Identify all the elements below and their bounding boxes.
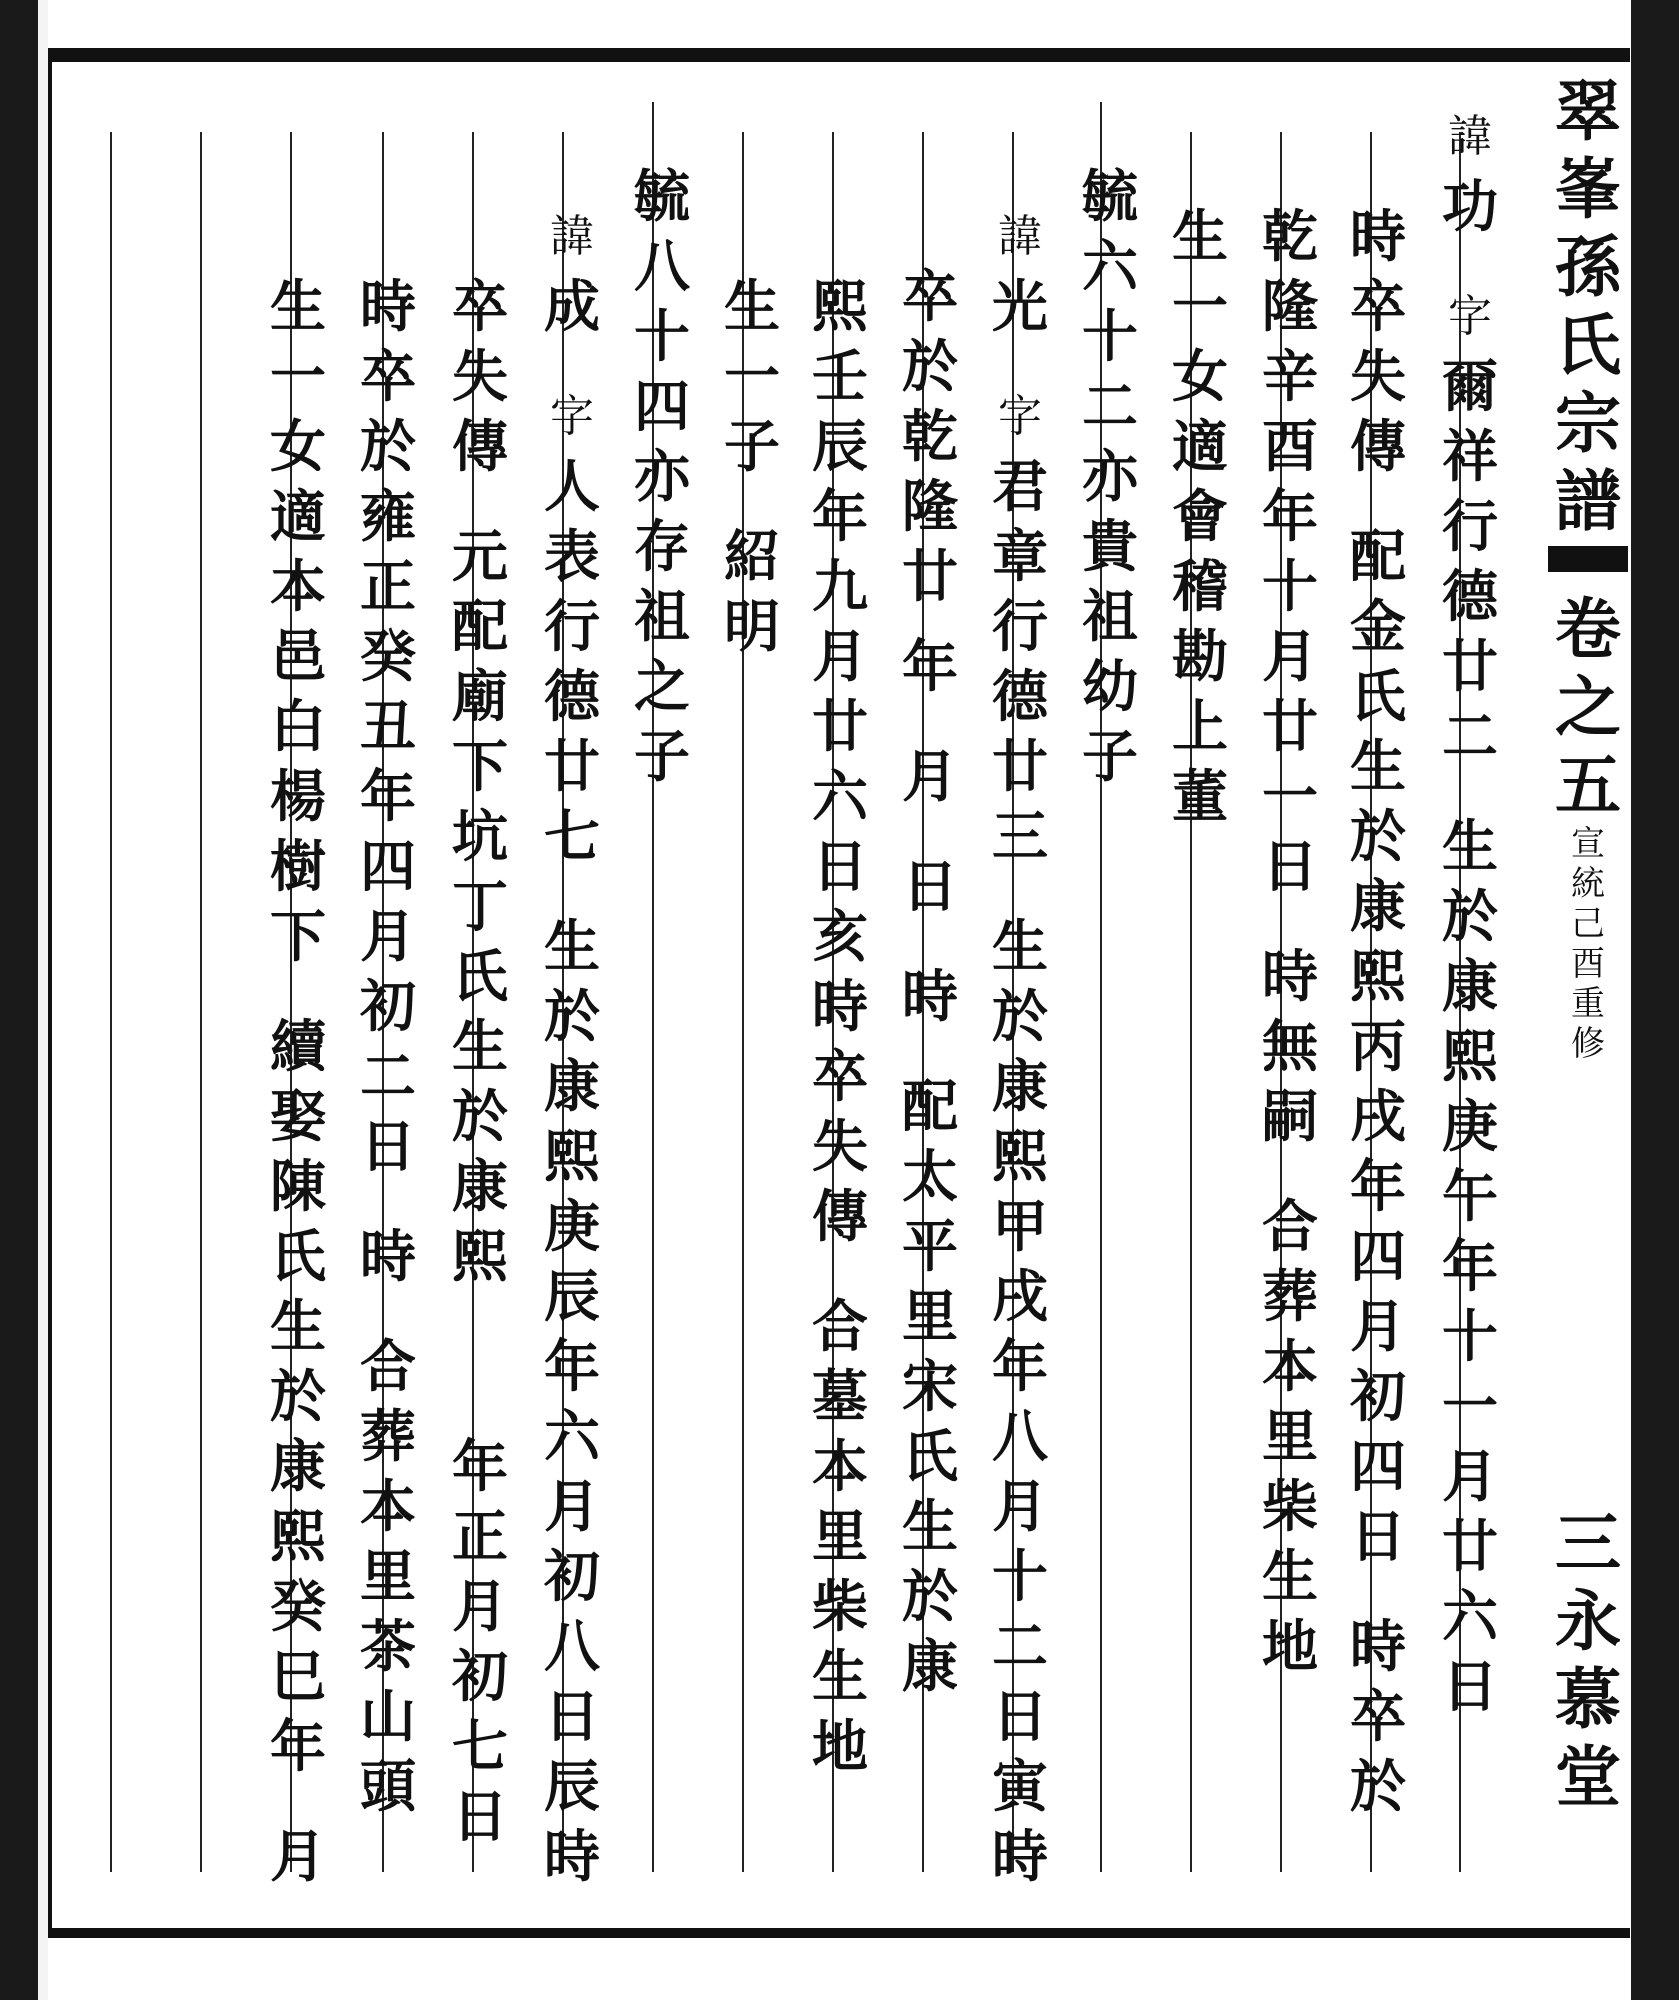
glyph: 功 xyxy=(1442,174,1498,240)
glyph: 月 xyxy=(902,744,958,810)
glyph: 地 xyxy=(1262,1614,1318,1680)
glyph: 酉 xyxy=(1262,414,1318,480)
glyph: 行 xyxy=(1442,494,1498,560)
header-glyph: 己 xyxy=(1571,904,1605,944)
text-column xyxy=(1426,102,1514,1722)
glyph: 生 xyxy=(724,274,780,340)
glyph: 亦 xyxy=(1082,444,1138,510)
glyph: 康 xyxy=(1442,954,1498,1020)
glyph: 癸 xyxy=(360,624,416,690)
glyph: 生 xyxy=(812,1644,868,1710)
glyph: 年 xyxy=(544,1334,600,1400)
glyph: 癸 xyxy=(270,1574,326,1640)
glyph: 年 xyxy=(1262,484,1318,550)
glyph: 配 xyxy=(1350,524,1406,590)
glyph: 廿 xyxy=(902,544,958,610)
glyph: 熙 xyxy=(270,1504,326,1570)
hall-name xyxy=(1548,1582,1628,1816)
volume-label xyxy=(1548,590,1628,824)
glyph: 女 xyxy=(270,414,326,480)
glyph: 失 xyxy=(812,1114,868,1180)
glyph: 月 xyxy=(360,904,416,970)
glyph: 適 xyxy=(1172,414,1228,480)
glyph: 君 xyxy=(992,454,1048,520)
glyph: 稽 xyxy=(1172,554,1228,620)
glyph: 傳 xyxy=(1350,414,1406,480)
glyph: 月 xyxy=(1442,1444,1498,1510)
text-column xyxy=(1246,102,1334,1682)
glyph: 葬 xyxy=(360,1404,416,1470)
header-glyph: 三 xyxy=(1555,1504,1621,1582)
glyph: 熙 xyxy=(1442,1024,1498,1090)
glyph: 諱 xyxy=(998,211,1042,262)
glyph: 生 xyxy=(1172,204,1228,270)
glyph: 年 xyxy=(992,1334,1048,1400)
glyph: 配 xyxy=(902,1074,958,1140)
glyph: 適 xyxy=(270,484,326,550)
glyph: 字 xyxy=(550,391,594,442)
glyph: 娶 xyxy=(270,1084,326,1150)
glyph: 廿 xyxy=(544,734,600,800)
glyph: 頭 xyxy=(360,1754,416,1820)
glyph: 本 xyxy=(1262,1334,1318,1400)
glyph: 二 xyxy=(1082,374,1138,440)
glyph: 生 xyxy=(452,1014,508,1080)
glyph: 時 xyxy=(812,974,868,1040)
glyph: 六 xyxy=(1442,1584,1498,1650)
glyph: 廿 xyxy=(1262,694,1318,760)
glyph: 年 xyxy=(902,634,958,700)
glyph: 月 xyxy=(1350,1294,1406,1360)
glyph: 甲 xyxy=(992,1194,1048,1260)
glyph: 八 xyxy=(634,234,690,300)
text-column xyxy=(1334,102,1422,1822)
glyph: 成 xyxy=(544,274,600,340)
glyph: 丑 xyxy=(360,694,416,760)
glyph: 里 xyxy=(1262,1404,1318,1470)
glyph: 日 xyxy=(1262,834,1318,900)
glyph: 二 xyxy=(1442,704,1498,770)
glyph: 墓 xyxy=(812,1364,868,1430)
glyph: 表 xyxy=(544,524,600,590)
glyph: 十 xyxy=(992,1544,1048,1610)
glyph: 失 xyxy=(1350,344,1406,410)
glyph: 辛 xyxy=(1262,344,1318,410)
text-column xyxy=(1066,102,1154,792)
glyph: 宋 xyxy=(902,1354,958,1420)
page-header xyxy=(1548,72,1628,1942)
glyph: 卒 xyxy=(902,264,958,330)
text-column xyxy=(796,102,884,1782)
glyph: 日 xyxy=(992,1684,1048,1750)
header-glyph: 氏 xyxy=(1555,306,1621,384)
glyph: 辰 xyxy=(544,1264,600,1330)
glyph: 日 xyxy=(360,1114,416,1180)
glyph: 康 xyxy=(544,1054,600,1120)
glyph: 六 xyxy=(544,1404,600,1470)
glyph: 存 xyxy=(634,514,690,580)
header-glyph: 翠 xyxy=(1555,72,1621,150)
column-rule xyxy=(110,132,112,1872)
text-column xyxy=(708,102,796,662)
header-glyph: 修 xyxy=(1571,1024,1605,1064)
glyph: 邑 xyxy=(270,624,326,690)
glyph: 壬 xyxy=(812,344,868,410)
glyph: 康 xyxy=(452,1154,508,1220)
glyph: 初 xyxy=(1350,1364,1406,1430)
text-column xyxy=(976,102,1064,1892)
glyph: 里 xyxy=(812,1504,868,1570)
glyph: 配 xyxy=(452,594,508,660)
glyph: 年 xyxy=(360,764,416,830)
glyph: 乾 xyxy=(902,404,958,470)
glyph: 里 xyxy=(360,1544,416,1610)
glyph: 四 xyxy=(634,374,690,440)
glyph: 合 xyxy=(812,1294,868,1360)
glyph: 八 xyxy=(992,1404,1048,1470)
page-number xyxy=(1548,1504,1628,1582)
glyph: 於 xyxy=(992,984,1048,1050)
glyph: 生 xyxy=(902,1494,958,1560)
glyph: 於 xyxy=(1350,804,1406,870)
glyph: 生 xyxy=(544,914,600,980)
glyph: 卒 xyxy=(812,1044,868,1110)
glyph: 月 xyxy=(812,624,868,690)
glyph: 太 xyxy=(902,1144,958,1210)
glyph: 卒 xyxy=(452,274,508,340)
glyph: 時 xyxy=(544,1824,600,1890)
glyph: 十 xyxy=(1262,554,1318,620)
glyph: 熙 xyxy=(812,274,868,340)
glyph: 之 xyxy=(634,654,690,720)
glyph: 茶 xyxy=(360,1614,416,1680)
glyph: 平 xyxy=(902,1214,958,1280)
glyph: 初 xyxy=(360,974,416,1040)
glyph: 月 xyxy=(992,1474,1048,1540)
glyph: 熙 xyxy=(452,1224,508,1290)
header-glyph: 堂 xyxy=(1555,1738,1621,1816)
header-glyph: 之 xyxy=(1555,668,1621,746)
header-glyph: 永 xyxy=(1555,1582,1621,1660)
header-glyph: 譜 xyxy=(1555,462,1621,540)
header-glyph: 慕 xyxy=(1555,1660,1621,1738)
glyph: 辰 xyxy=(812,414,868,480)
glyph: 廿 xyxy=(1442,1514,1498,1580)
glyph: 四 xyxy=(1350,1434,1406,1500)
header-glyph: 酉 xyxy=(1571,944,1605,984)
page-frame xyxy=(48,48,1630,1938)
glyph: 亦 xyxy=(634,444,690,510)
glyph: 辰 xyxy=(544,1754,600,1820)
glyph: 卒 xyxy=(1350,274,1406,340)
glyph: 樹 xyxy=(270,834,326,900)
glyph: 一 xyxy=(1172,274,1228,340)
glyph: 於 xyxy=(1442,884,1498,950)
glyph: 時 xyxy=(992,1824,1048,1890)
glyph: 三 xyxy=(992,804,1048,870)
glyph: 卒 xyxy=(1350,1684,1406,1750)
glyph: 午 xyxy=(1442,1164,1498,1230)
glyph: 二 xyxy=(992,1614,1048,1680)
glyph: 康 xyxy=(902,1634,958,1700)
glyph: 庚 xyxy=(544,1194,600,1260)
glyph: 年 xyxy=(1442,1234,1498,1300)
glyph: 明 xyxy=(724,594,780,660)
glyph: 時 xyxy=(360,1224,416,1290)
glyph: 生 xyxy=(270,274,326,340)
glyph: 乾 xyxy=(1262,204,1318,270)
glyph: 失 xyxy=(452,344,508,410)
glyph: 廿 xyxy=(992,734,1048,800)
scan-left-margin xyxy=(38,0,48,2000)
glyph: 月 xyxy=(270,1824,326,1890)
glyph: 年 xyxy=(270,1714,326,1780)
header-glyph: 統 xyxy=(1571,864,1605,904)
glyph: 本 xyxy=(812,1434,868,1500)
glyph: 祥 xyxy=(1442,424,1498,490)
glyph: 廿 xyxy=(812,694,868,760)
glyph: 卒 xyxy=(360,344,416,410)
glyph: 時 xyxy=(902,964,958,1030)
glyph: 行 xyxy=(544,594,600,660)
text-column xyxy=(344,102,432,1822)
glyph: 七 xyxy=(452,1714,508,1780)
glyph: 雍 xyxy=(360,484,416,550)
header-glyph: 重 xyxy=(1571,984,1605,1024)
glyph: 於 xyxy=(902,1564,958,1630)
glyph: 續 xyxy=(270,1014,326,1080)
glyph: 一 xyxy=(270,344,326,410)
glyph: 德 xyxy=(992,664,1048,730)
column-rule xyxy=(200,132,202,1872)
glyph: 寅 xyxy=(992,1754,1048,1820)
book-title xyxy=(1548,72,1628,540)
header-glyph: 宗 xyxy=(1555,384,1621,462)
glyph: 於 xyxy=(902,334,958,400)
glyph: 地 xyxy=(812,1714,868,1780)
glyph: 上 xyxy=(1172,694,1228,760)
glyph: 生 xyxy=(1262,1544,1318,1610)
glyph: 貴 xyxy=(1082,514,1138,580)
glyph: 正 xyxy=(360,554,416,620)
glyph: 章 xyxy=(992,524,1048,590)
glyph: 柴 xyxy=(812,1574,868,1640)
header-glyph: 宣 xyxy=(1571,824,1605,864)
glyph: 於 xyxy=(270,1364,326,1430)
glyph: 本 xyxy=(360,1474,416,1540)
glyph: 一 xyxy=(1262,764,1318,830)
glyph: 葬 xyxy=(1262,1264,1318,1330)
glyph: 四 xyxy=(360,834,416,900)
glyph: 氏 xyxy=(902,1424,958,1490)
glyph: 於 xyxy=(544,984,600,1050)
glyph: 祖 xyxy=(634,584,690,650)
glyph: 紹 xyxy=(724,524,780,590)
glyph: 毓 xyxy=(634,164,690,230)
glyph: 隆 xyxy=(1262,274,1318,340)
glyph: 八 xyxy=(544,1614,600,1680)
scan-left-edge xyxy=(0,0,38,2000)
glyph: 德 xyxy=(1442,564,1498,630)
glyph: 柴 xyxy=(1262,1474,1318,1540)
glyph: 無 xyxy=(1262,1014,1318,1080)
glyph: 廟 xyxy=(452,664,508,730)
glyph: 月 xyxy=(1262,624,1318,690)
glyph: 一 xyxy=(724,344,780,410)
glyph: 里 xyxy=(902,1284,958,1350)
glyph: 時 xyxy=(1262,944,1318,1010)
glyph: 諱 xyxy=(1448,111,1492,162)
text-column xyxy=(254,102,342,1892)
glyph: 時 xyxy=(360,274,416,340)
glyph: 諱 xyxy=(550,211,594,262)
header-glyph: 孫 xyxy=(1555,228,1621,306)
glyph: 嗣 xyxy=(1262,1084,1318,1150)
glyph: 德 xyxy=(544,664,600,730)
glyph: 白 xyxy=(270,694,326,760)
header-glyph: 卷 xyxy=(1555,590,1621,668)
glyph: 楊 xyxy=(270,764,326,830)
glyph: 熙 xyxy=(1350,944,1406,1010)
glyph: 巳 xyxy=(270,1644,326,1710)
glyph: 氏 xyxy=(1350,664,1406,730)
glyph: 熙 xyxy=(544,1124,600,1190)
text-column xyxy=(1156,102,1244,832)
glyph: 勘 xyxy=(1172,624,1228,690)
glyph: 董 xyxy=(1172,764,1228,830)
glyph: 幼 xyxy=(1082,654,1138,720)
glyph: 亥 xyxy=(812,904,868,970)
glyph: 十 xyxy=(1442,1304,1498,1370)
glyph: 日 xyxy=(452,1784,508,1850)
glyph: 日 xyxy=(544,1684,600,1750)
glyph: 九 xyxy=(812,554,868,620)
text-column xyxy=(528,102,616,1892)
glyph: 日 xyxy=(1442,1654,1498,1720)
glyph: 傳 xyxy=(812,1184,868,1250)
glyph: 於 xyxy=(1350,1754,1406,1820)
text-column xyxy=(436,102,524,1852)
glyph: 年 xyxy=(1350,1154,1406,1220)
glyph: 一 xyxy=(1442,1374,1498,1440)
glyph: 下 xyxy=(452,734,508,800)
scan-right-edge xyxy=(1631,0,1679,2000)
glyph: 傳 xyxy=(452,414,508,480)
glyph: 日 xyxy=(812,834,868,900)
fishtail-mark xyxy=(1548,546,1628,572)
glyph: 月 xyxy=(452,1574,508,1640)
glyph: 正 xyxy=(452,1504,508,1570)
glyph: 子 xyxy=(634,724,690,790)
glyph: 子 xyxy=(1082,724,1138,790)
glyph: 坑 xyxy=(452,804,508,870)
glyph: 爾 xyxy=(1442,354,1498,420)
glyph: 六 xyxy=(1082,234,1138,300)
glyph: 下 xyxy=(270,904,326,970)
glyph: 日 xyxy=(1350,1504,1406,1570)
glyph: 年 xyxy=(812,484,868,550)
glyph: 字 xyxy=(998,391,1042,442)
glyph: 會 xyxy=(1172,484,1228,550)
glyph: 字 xyxy=(1448,291,1492,342)
glyph: 十 xyxy=(634,304,690,370)
glyph: 氏 xyxy=(270,1224,326,1290)
glyph: 子 xyxy=(724,414,780,480)
glyph: 金 xyxy=(1350,594,1406,660)
glyph: 生 xyxy=(992,914,1048,980)
glyph: 月 xyxy=(544,1474,600,1540)
glyph: 康 xyxy=(270,1434,326,1500)
glyph: 女 xyxy=(1172,344,1228,410)
edition-label xyxy=(1548,824,1628,1064)
glyph: 日 xyxy=(902,854,958,920)
glyph: 庚 xyxy=(1442,1094,1498,1160)
glyph: 陳 xyxy=(270,1154,326,1220)
glyph: 氏 xyxy=(452,944,508,1010)
glyph: 熙 xyxy=(992,1124,1048,1190)
glyph: 四 xyxy=(1350,1224,1406,1290)
glyph: 初 xyxy=(452,1644,508,1710)
text-column xyxy=(618,102,706,792)
glyph: 康 xyxy=(1350,874,1406,940)
glyph: 丁 xyxy=(452,874,508,940)
glyph: 隆 xyxy=(902,474,958,540)
glyph: 十 xyxy=(1082,304,1138,370)
glyph: 年 xyxy=(452,1434,508,1500)
glyph: 康 xyxy=(992,1054,1048,1120)
glyph: 於 xyxy=(452,1084,508,1150)
glyph: 本 xyxy=(270,554,326,620)
glyph: 丙 xyxy=(1350,1014,1406,1080)
glyph: 人 xyxy=(544,454,600,520)
glyph: 生 xyxy=(1442,814,1498,880)
glyph: 二 xyxy=(360,1044,416,1110)
glyph: 毓 xyxy=(1082,164,1138,230)
header-glyph: 五 xyxy=(1555,746,1621,824)
glyph: 光 xyxy=(992,274,1048,340)
glyph: 時 xyxy=(1350,1614,1406,1680)
glyph: 合 xyxy=(360,1334,416,1400)
glyph: 山 xyxy=(360,1684,416,1750)
glyph: 生 xyxy=(270,1294,326,1360)
text-column xyxy=(886,102,974,1702)
glyph: 元 xyxy=(452,524,508,590)
glyph: 六 xyxy=(812,764,868,830)
glyph: 廿 xyxy=(1442,634,1498,700)
header-glyph: 峯 xyxy=(1555,150,1621,228)
glyph: 戌 xyxy=(1350,1084,1406,1150)
glyph: 七 xyxy=(544,804,600,870)
glyph: 初 xyxy=(544,1544,600,1610)
glyph: 時 xyxy=(1350,204,1406,270)
glyph: 行 xyxy=(992,594,1048,660)
glyph: 合 xyxy=(1262,1194,1318,1260)
glyph: 於 xyxy=(360,414,416,480)
glyph: 生 xyxy=(1350,734,1406,800)
glyph: 戌 xyxy=(992,1264,1048,1330)
glyph: 祖 xyxy=(1082,584,1138,650)
